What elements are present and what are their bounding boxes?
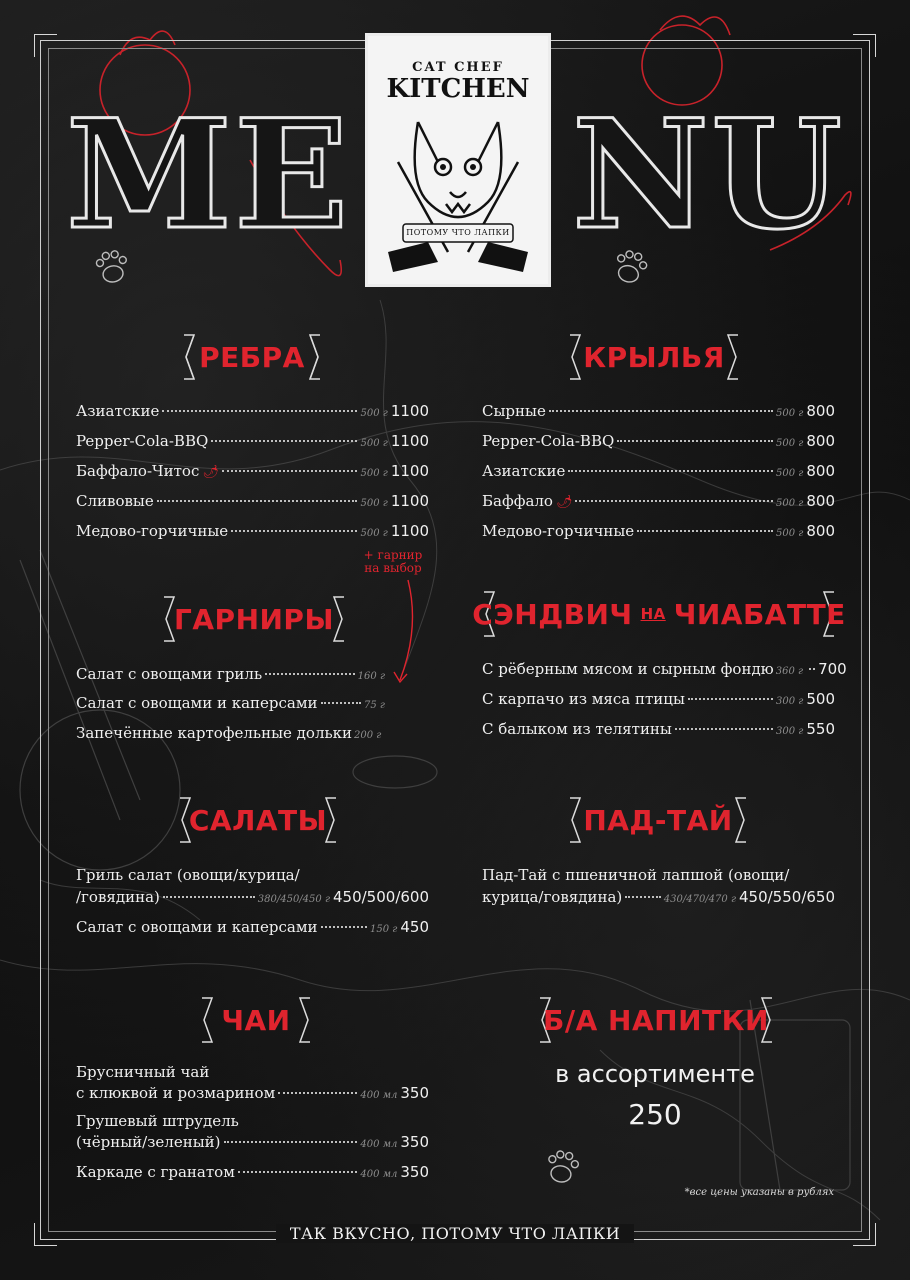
item-name: С рёберным мясом и сырным фондю [482,660,774,678]
item-name: Салат с овощами и каперсами [76,694,318,712]
item-price: 800 [806,522,835,540]
item-name: Медово-горчичные [76,522,229,540]
item-price: 450/550/650 [739,888,835,906]
section-padthai-header [568,796,748,844]
menu-item [76,1133,429,1151]
menu-item [76,492,429,510]
menu-item-line: Брусничный чай [76,1063,210,1081]
item-name: (чёрный/зеленый) [76,1133,221,1151]
item-weight: 360 г [775,666,804,677]
item-price: 1100 [390,402,429,420]
item-price: 550 [806,720,835,738]
item-weight: 500 г [360,438,388,449]
section-sandwich-title-b: ЧИАБАТТЕ [673,597,846,631]
section-ribs-title: РЕБРА [199,340,305,374]
menu-item [482,432,835,450]
item-name: Салат с овощами и каперсами [76,918,318,936]
item-weight: 75 г [364,700,385,711]
item-price: 1100 [390,522,429,540]
item-price: 800 [806,492,835,510]
section-salads-title: САЛАТЫ [188,803,328,837]
item-name: /говядина) [76,888,160,906]
menu-item [76,888,429,906]
item-name: Запечённые картофельные дольки [76,724,353,742]
item-weight: 150 г [370,924,398,935]
drinks-price: 250 [628,1098,682,1131]
item-name: Азиатские [76,402,160,420]
item-name: Баффало [482,492,553,510]
item-name: С балыком из телятины [482,720,672,738]
section-sandwich-title-mid: НА [640,605,666,623]
menu-title-right: NU [572,87,844,263]
menu-item [482,522,835,540]
item-name: с клюквой и розмарином [76,1084,276,1102]
item-weight: 500 г [360,528,388,539]
menu-item [76,522,429,540]
item-weight: 300 г [776,726,804,737]
menu-title-left: ME [66,87,351,263]
item-weight: 300 г [776,696,804,707]
item-name: Сливовые [76,492,154,510]
item-price: 1100 [390,432,429,450]
menu-item [482,492,835,510]
item-weight: 160 г [357,671,385,682]
item-price: 350 [400,1084,429,1102]
item-price: 350 [400,1163,429,1181]
item-name: Pepper-Cola-BBQ [482,432,615,450]
item-name: Медово-горчичные [482,522,635,540]
item-price: 700 [818,660,847,678]
menu-item [76,694,388,712]
item-name: Каркаде с гранатом [76,1163,235,1181]
item-weight: 400 мл [360,1169,398,1180]
item-weight: 400 мл [360,1090,398,1101]
item-weight: 500 г [776,438,804,449]
section-ribs-header [182,333,322,381]
cat-chef-kitchen-logo [368,36,548,284]
section-wings-title: КРЫЛЬЯ [583,340,725,374]
item-weight: 500 г [776,498,804,509]
section-sandwich-header [472,590,846,638]
item-weight: 400 мл [360,1139,398,1150]
section-tea-header [200,996,312,1044]
menu-item [482,690,835,708]
menu-item [482,402,835,420]
item-price: 1100 [390,492,429,510]
menu-item [76,402,429,420]
chili-pepper-icon: 🌶 [555,495,573,510]
item-name: Баффало-Читос [76,462,200,480]
menu-item-line: Грушевый штрудель [76,1112,239,1130]
menu-item [482,888,835,906]
footer-tagline [0,1224,910,1243]
item-name: Сырные [482,402,546,420]
section-sides-header [162,595,346,643]
item-weight: 500 г [776,408,804,419]
item-price: 500 [806,690,835,708]
item-weight: 430/470/470 г [663,894,736,905]
item-weight: 500 г [776,468,804,479]
chili-pepper-icon: 🌶 [202,465,219,480]
section-drinks-title: Б/А НАПИТКИ [543,1003,769,1037]
menu-item-line: Гриль салат (овощи/курица/ [76,866,300,884]
menu-item [76,432,429,450]
garnish-note: + гарнир на выбор [363,548,423,575]
menu-item [482,720,835,738]
section-wings-header [568,333,740,381]
item-weight: 500 г [776,528,804,539]
item-weight: 200 г [354,730,382,741]
item-price: 1100 [390,462,429,480]
item-name: Pepper-Cola-BBQ [76,432,209,450]
item-weight: 500 г [360,468,388,479]
cat-face-icon [368,102,548,302]
item-price: 800 [806,432,835,450]
section-sides-title: ГАРНИРЫ [174,602,334,636]
menu-item [76,724,388,742]
item-name: С карпачо из мяса птицы [482,690,685,708]
item-price: 450 [400,918,429,936]
menu-item [76,1084,429,1102]
logo-line2: KITCHEN [386,74,530,104]
menu-item-line: Пад-Тай с пшеничной лапшой (овощи/ [482,866,790,884]
menu-item [482,462,835,480]
logo-line1: CAT CHEF [412,60,504,75]
section-salads-header [178,796,338,844]
section-padthai-title: ПАД-ТАЙ [583,803,733,837]
section-tea-title: ЧАИ [221,1003,291,1037]
menu-item [482,660,847,678]
menu-item [76,462,429,480]
item-price: 800 [806,402,835,420]
menu-item [76,918,429,936]
item-price: 350 [400,1133,429,1151]
menu-item [76,665,388,683]
drinks-assortment: в ассортименте [555,1060,755,1088]
item-price: 800 [806,462,835,480]
section-sandwich-title-a: СЭНДВИЧ [472,597,633,631]
arrow-icon [390,578,420,688]
frame-corner [853,34,876,57]
tagline-text: ТАК ВКУСНО, ПОТОМУ ЧТО ЛАПКИ [276,1224,634,1243]
item-weight: 500 г [360,408,388,419]
item-name: Азиатские [482,462,566,480]
price-footnote: *все цены указаны в рублях [684,1187,834,1198]
logo-ribbon: ПОТОМУ ЧТО ЛАПКИ [406,228,510,237]
menu-item [76,1163,429,1181]
item-weight: 500 г [360,498,388,509]
item-price: 450/500/600 [333,888,429,906]
item-weight: 380/450/450 г [257,894,330,905]
item-name: курица/говядина) [482,888,623,906]
frame-corner [34,34,57,57]
item-name: Салат с овощами гриль [76,665,263,683]
section-drinks-header [538,996,774,1044]
